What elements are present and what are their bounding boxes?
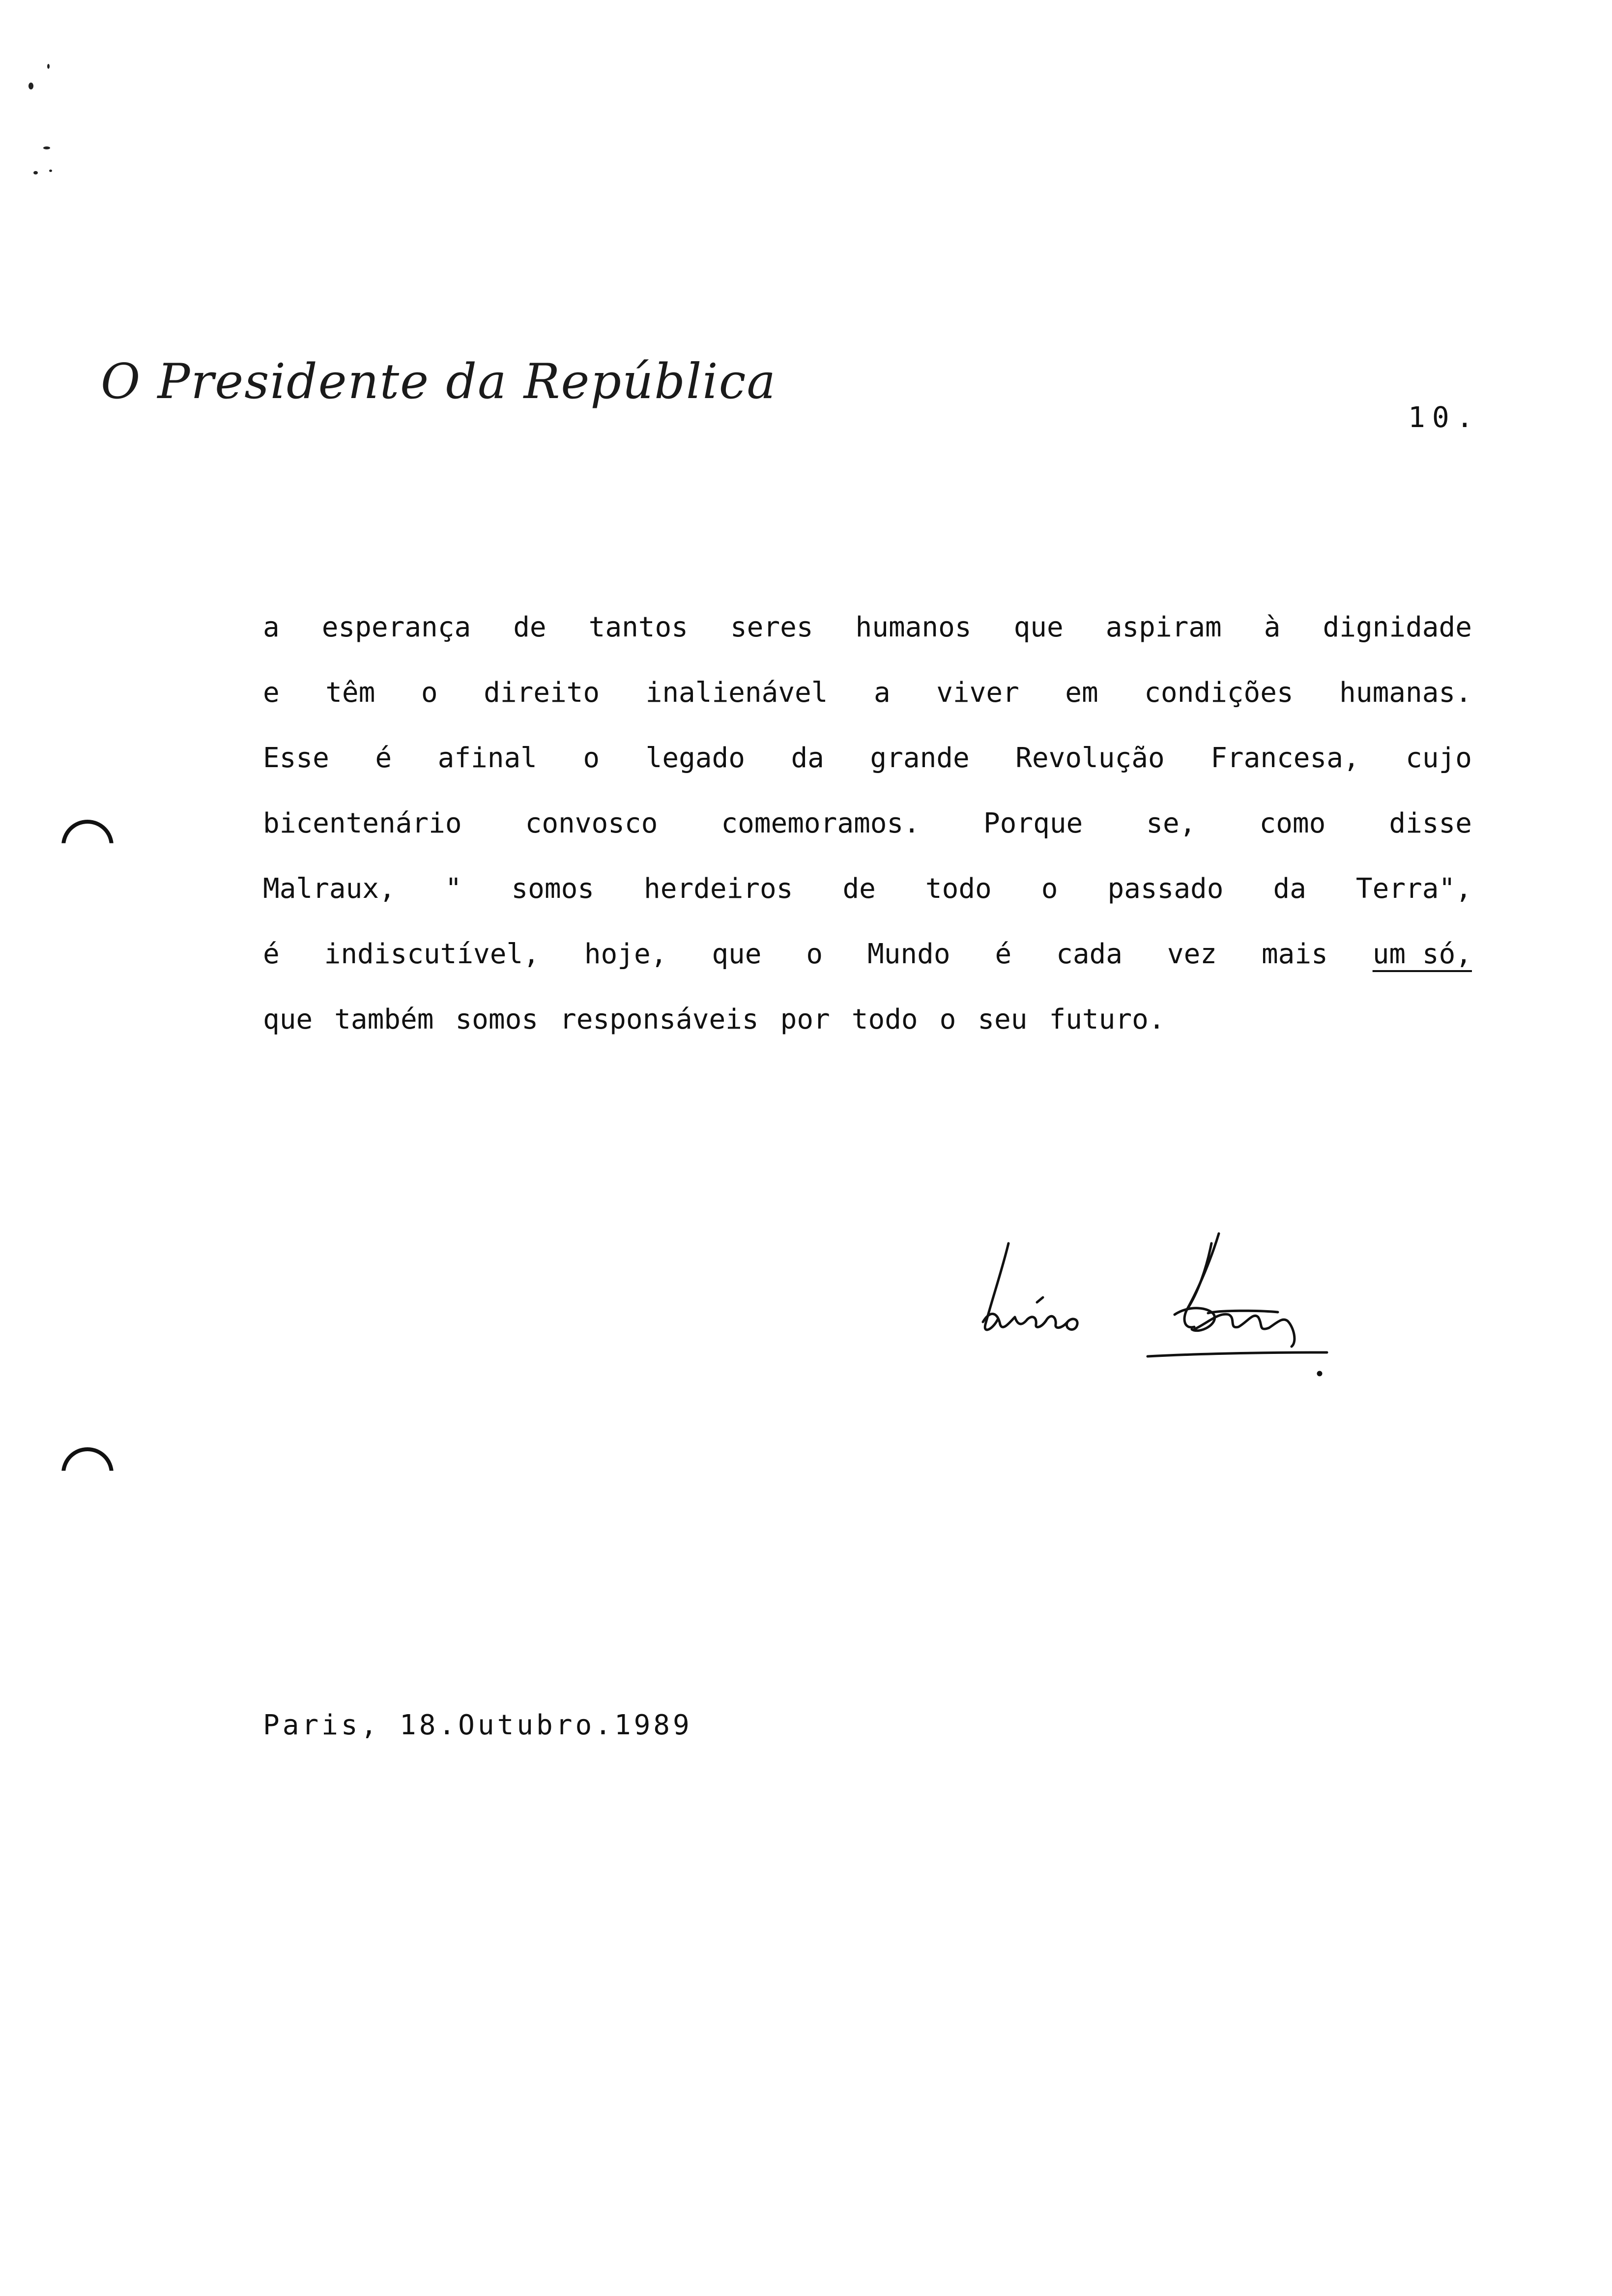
word: o [421, 677, 438, 709]
word: humanas. [1339, 677, 1472, 709]
underlined-phrase: um só, [1372, 938, 1472, 970]
word: viver [936, 677, 1019, 709]
scan-speck [47, 64, 50, 69]
text-line-2 [263, 660, 1472, 725]
word: Esse [263, 742, 329, 774]
word: que [712, 938, 762, 970]
punch-hole-mark [61, 820, 114, 872]
word: Francesa, [1210, 742, 1360, 774]
word: direito [484, 677, 600, 709]
word: é [995, 938, 1012, 970]
word: indiscutível, [324, 938, 540, 970]
word: têm [325, 677, 375, 709]
word: Malraux, [263, 873, 396, 905]
word: da [791, 742, 824, 774]
word: o [1041, 873, 1058, 905]
word: " [445, 873, 462, 905]
word: se, [1146, 807, 1196, 839]
scan-speck [29, 83, 33, 89]
word: comemoramos. [721, 807, 920, 839]
text-line-5 [263, 856, 1472, 921]
word: e [263, 677, 280, 709]
word: futuro. [1049, 1004, 1165, 1035]
word: seu [978, 1004, 1028, 1035]
word: todo [925, 873, 992, 905]
word: disse [1389, 807, 1472, 839]
word: legado [645, 742, 745, 774]
word: em [1065, 677, 1098, 709]
word: herdeiros [644, 873, 793, 905]
word: somos [455, 1004, 539, 1035]
scan-speck [43, 146, 50, 149]
word: seres [730, 611, 813, 643]
text-line-6 [263, 921, 1472, 987]
word: Porque [983, 807, 1083, 839]
text-line-4 [263, 791, 1472, 856]
word: vez [1167, 938, 1217, 970]
word: aspiram [1105, 611, 1222, 643]
word: Mundo [867, 938, 950, 970]
word: tantos [588, 611, 688, 643]
word: também [334, 1004, 434, 1035]
word: à [1264, 611, 1281, 643]
word: bicentenário [263, 807, 462, 839]
word: somos [511, 873, 595, 905]
word: de [513, 611, 547, 643]
word: a [873, 677, 891, 709]
word: de [842, 873, 876, 905]
punch-hole-mark [61, 1447, 114, 1499]
word: o [939, 1004, 956, 1035]
word: Revolução [1015, 742, 1165, 774]
word: é [375, 742, 392, 774]
word: condições [1144, 677, 1294, 709]
word: a [263, 611, 280, 643]
word: mais [1261, 938, 1328, 970]
word: inalienável [645, 677, 828, 709]
word: da [1273, 873, 1306, 905]
body-text [263, 595, 1472, 1052]
word: cada [1056, 938, 1123, 970]
page-number: 10. [1408, 401, 1480, 434]
letterhead: O Presidente da República [101, 354, 777, 410]
word: que [1013, 611, 1064, 643]
word: cujo [1406, 742, 1472, 774]
word: dignidade [1323, 611, 1472, 643]
handwritten-signature [963, 1224, 1347, 1410]
word: todo [851, 1004, 918, 1035]
word: hoje, [584, 938, 667, 970]
scan-speck [49, 170, 52, 172]
scan-speck [33, 171, 38, 174]
word: Terra", [1355, 873, 1472, 905]
word: como [1259, 807, 1326, 839]
word: por [780, 1004, 830, 1035]
text-line-7 [263, 987, 1472, 1052]
word: grande [870, 742, 970, 774]
word: humanos [855, 611, 972, 643]
word: convosco [525, 807, 658, 839]
word: responsáveis [560, 1004, 759, 1035]
word: o [583, 742, 600, 774]
word: afinal [437, 742, 537, 774]
word: que [263, 1004, 313, 1035]
text-line-1 [263, 595, 1472, 660]
word: passado [1107, 873, 1224, 905]
word: é [263, 938, 280, 970]
text-line-3 [263, 725, 1472, 791]
date-line: Paris, 18.Outubro.1989 [263, 1709, 692, 1741]
word: esperança [321, 611, 471, 643]
word: o [806, 938, 823, 970]
